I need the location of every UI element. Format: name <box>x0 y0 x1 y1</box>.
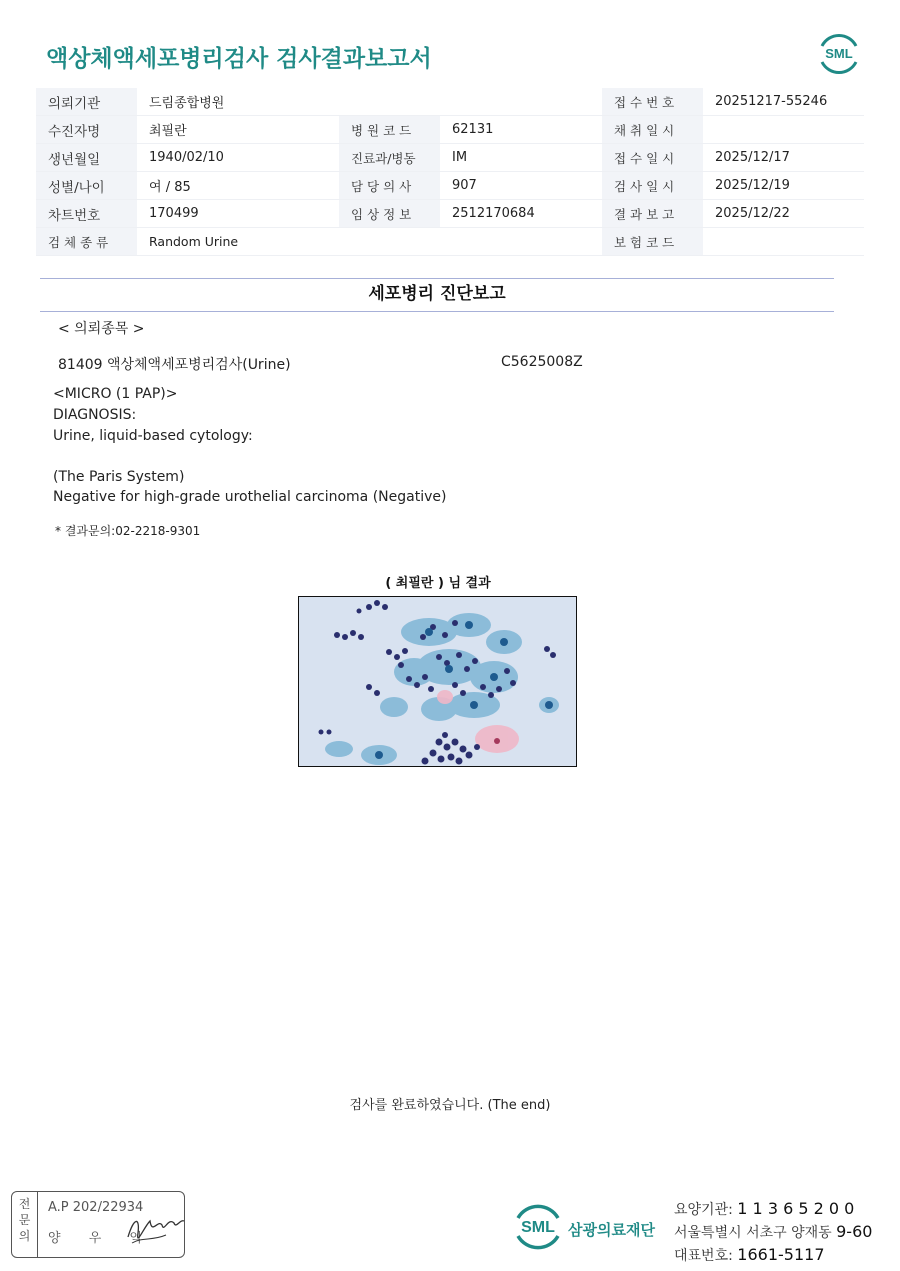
label-report-date: 결 과 보 고 <box>602 200 703 228</box>
request-items-label: < 의뢰종목 > <box>58 321 145 337</box>
value-receipt-date: 2025/12/17 <box>703 144 864 172</box>
value-receipt-number: 20251217-55246 <box>703 88 864 116</box>
info-row <box>36 88 864 116</box>
label-chart-number: 차트번호 <box>36 200 137 228</box>
stamp-specialist-label <box>12 1192 38 1257</box>
agency-number-line <box>674 1199 854 1219</box>
info-row <box>36 144 864 172</box>
info-row <box>36 116 864 144</box>
info-row <box>36 200 864 228</box>
patient-info-table <box>36 88 864 256</box>
result-inquiry-phone: * 결과문의:02-2218-9301 <box>55 524 201 538</box>
paris-system-label: (The Paris System) <box>53 469 185 485</box>
cytology-micrograph <box>298 596 577 767</box>
value-chart-number: 170499 <box>137 200 339 228</box>
label-test-date: 검 사 일 시 <box>602 172 703 200</box>
stamp-side-char: 문 <box>18 1213 31 1227</box>
label-receipt-number: 접 수 번 호 <box>602 88 703 116</box>
label-requesting-institution: 의뢰기관 <box>36 88 137 116</box>
value-patient-name: 최필란 <box>137 116 339 144</box>
stamp-side-char: 의 <box>18 1229 31 1243</box>
sml-footer-logo-icon <box>510 1198 566 1254</box>
label-physician: 담 당 의 사 <box>339 172 440 200</box>
stamp-side-char: 전 <box>18 1197 31 1211</box>
corporation-name: 삼광의료재단 <box>568 1221 655 1239</box>
label-receipt-date: 접 수 일 시 <box>602 144 703 172</box>
cytology-micrograph-drawing <box>299 597 576 766</box>
value-birth-date: 1940/02/10 <box>137 144 339 172</box>
label-sex-age: 성별/나이 <box>36 172 137 200</box>
phone-line <box>674 1245 825 1265</box>
agency-number: 1 1 3 6 5 2 0 0 <box>737 1199 855 1218</box>
diagnosis-result: Negative for high-grade urothelial carcinoma (Negative) <box>53 489 447 505</box>
value-sex-age: 여 / 85 <box>137 172 339 200</box>
label-department: 진료과/병동 <box>339 144 440 172</box>
label-collection-date: 채 취 일 시 <box>602 116 703 144</box>
agency-label: 요양기관: <box>674 1202 733 1218</box>
image-caption: ( 최필란 ) 님 결과 <box>385 576 491 591</box>
value-report-date: 2025/12/22 <box>703 200 864 228</box>
value-requesting-institution: 드림종합병원 <box>137 88 602 116</box>
report-title: 액상체액세포병리검사 검사결과보고서 <box>46 46 432 72</box>
address-line <box>674 1222 872 1242</box>
value-physician: 907 <box>440 172 602 200</box>
value-specimen-type: Random Urine <box>137 228 602 256</box>
test-name: 81409 액상체액세포병리검사(Urine) <box>58 357 291 373</box>
phone-number: 1661-5117 <box>737 1245 825 1264</box>
label-hospital-code: 병 원 코 드 <box>339 116 440 144</box>
sml-footer-logo-text: SML <box>521 1219 555 1236</box>
end-of-report: 검사를 완료하였습니다. (The end) <box>349 1098 551 1113</box>
value-clinical-info: 2512170684 <box>440 200 602 228</box>
pathologist-stamp <box>11 1191 185 1258</box>
value-insurance-code <box>703 228 864 256</box>
stamp-pathologist-name: 양 우 익 <box>48 1231 154 1246</box>
value-test-date: 2025/12/19 <box>703 172 864 200</box>
address-number: 9-60 <box>836 1222 873 1241</box>
value-hospital-code: 62131 <box>440 116 602 144</box>
label-birth-date: 생년월일 <box>36 144 137 172</box>
sml-logo-icon <box>816 30 862 76</box>
specimen-description: Urine, liquid-based cytology: <box>53 428 253 444</box>
label-patient-name: 수진자명 <box>36 116 137 144</box>
test-code: C5625008Z <box>501 354 583 370</box>
label-insurance-code: 보 험 코 드 <box>602 228 703 256</box>
diagnosis-heading: 세포병리 진단보고 <box>40 278 834 312</box>
stamp-license-number: A.P 202/22934 <box>48 1200 144 1215</box>
signature-icon <box>122 1207 186 1251</box>
sml-logo-text: SML <box>825 46 853 61</box>
phone-label: 대표번호: <box>674 1248 733 1264</box>
info-row <box>36 172 864 200</box>
label-clinical-info: 임 상 정 보 <box>339 200 440 228</box>
value-department: IM <box>440 144 602 172</box>
micro-label: <MICRO (1 PAP)> <box>53 386 178 402</box>
diagnosis-label: DIAGNOSIS: <box>53 407 137 423</box>
info-row <box>36 228 864 256</box>
label-specimen-type: 검 체 종 류 <box>36 228 137 256</box>
address-city: 서울특별시 서초구 양재동 <box>674 1225 832 1241</box>
value-collection-date <box>703 116 864 144</box>
